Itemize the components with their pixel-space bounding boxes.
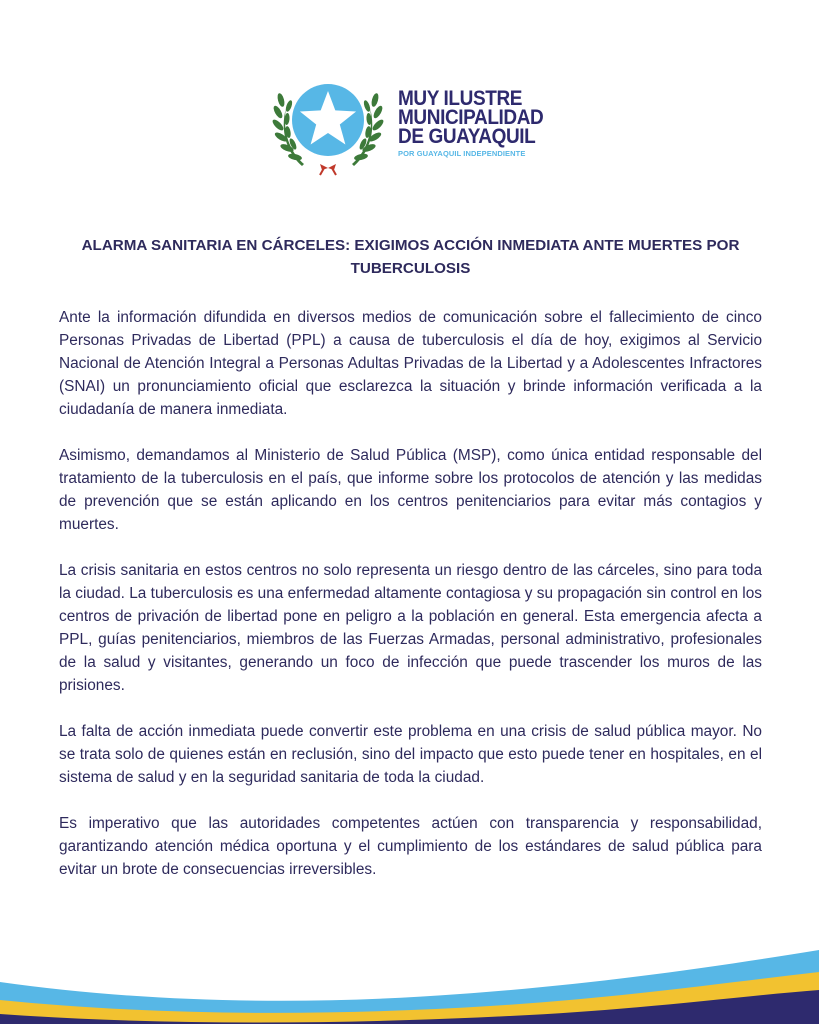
municipality-emblem-icon xyxy=(272,78,384,178)
header xyxy=(0,78,819,178)
logo-tagline: POR GUAYAQUIL INDEPENDIENTE xyxy=(398,149,526,158)
paragraph-4: La falta de acción inmediata puede convertir este problema en una crisis de salud pública mayor. No se trata solo de quienes están en reclusión, sino del impacto que esto puede tener en hospitales, en el sistema de salud y en la seguridad sanitaria de toda la ciudad. xyxy=(59,723,762,786)
document-title: ALARMA SANITARIA EN CÁRCELES: EXIGIMOS ACCIÓN INMEDIATA ANTE MUERTES POR TUBERCULOSIS xyxy=(81,237,740,277)
paragraph-2: Asimismo, demandamos al Ministerio de Salud Pública (MSP), como única entidad responsable del tratamiento de la tuberculosis en el país, que informe sobre los protocolos de atención y las medidas de prevención que se están aplicando en los centros penitenciarios para evitar más contagios y muertes. xyxy=(59,447,762,533)
logo-wordmark xyxy=(398,88,598,158)
document-body xyxy=(59,234,762,904)
paragraph-5: Es imperativo que las autoridades competentes actúen con transparencia y responsabilidad, garantizando atención médica oportuna y el cumplimiento de los estándares de salud pública para evitar un brote de consecuencias irreversibles. xyxy=(59,815,762,878)
logo-line-1: MUY ILUSTRE xyxy=(398,86,523,111)
footer-wave-decoration xyxy=(0,944,819,1024)
logo-line-2: MUNICIPALIDAD xyxy=(398,105,544,130)
logo-line-3: DE GUAYAQUIL xyxy=(398,124,536,149)
paragraph-3: La crisis sanitaria en estos centros no solo representa un riesgo dentro de las cárceles, sino para toda la ciudad. La tuberculosis es una enfermedad altamente contagiosa y su propagación sin control en los centros de privación de libertad pone en peligro a la población en general. Esta emergencia afecta a PPL, guías penitenciarios, miembros de las Fuerzas Armadas, personal administrativo, profesionales de la salud y visitantes, generando un foco de infección que puede trascender los muros de las prisiones. xyxy=(59,562,762,694)
paragraph-1: Ante la información difundida en diversos medios de comunicación sobre el fallecimiento de cinco Personas Privadas de Libertad (PPL) a causa de tuberculosis el día de hoy, exigimos al Servicio Nacional de Atención Integral a Personas Adultas Privadas de la Libertad y a Adolescentes Infractores (SNAI) un pronunciamiento oficial que esclarezca la situación y brinde información verificada a la ciudadanía de manera inmediata. xyxy=(59,309,762,418)
